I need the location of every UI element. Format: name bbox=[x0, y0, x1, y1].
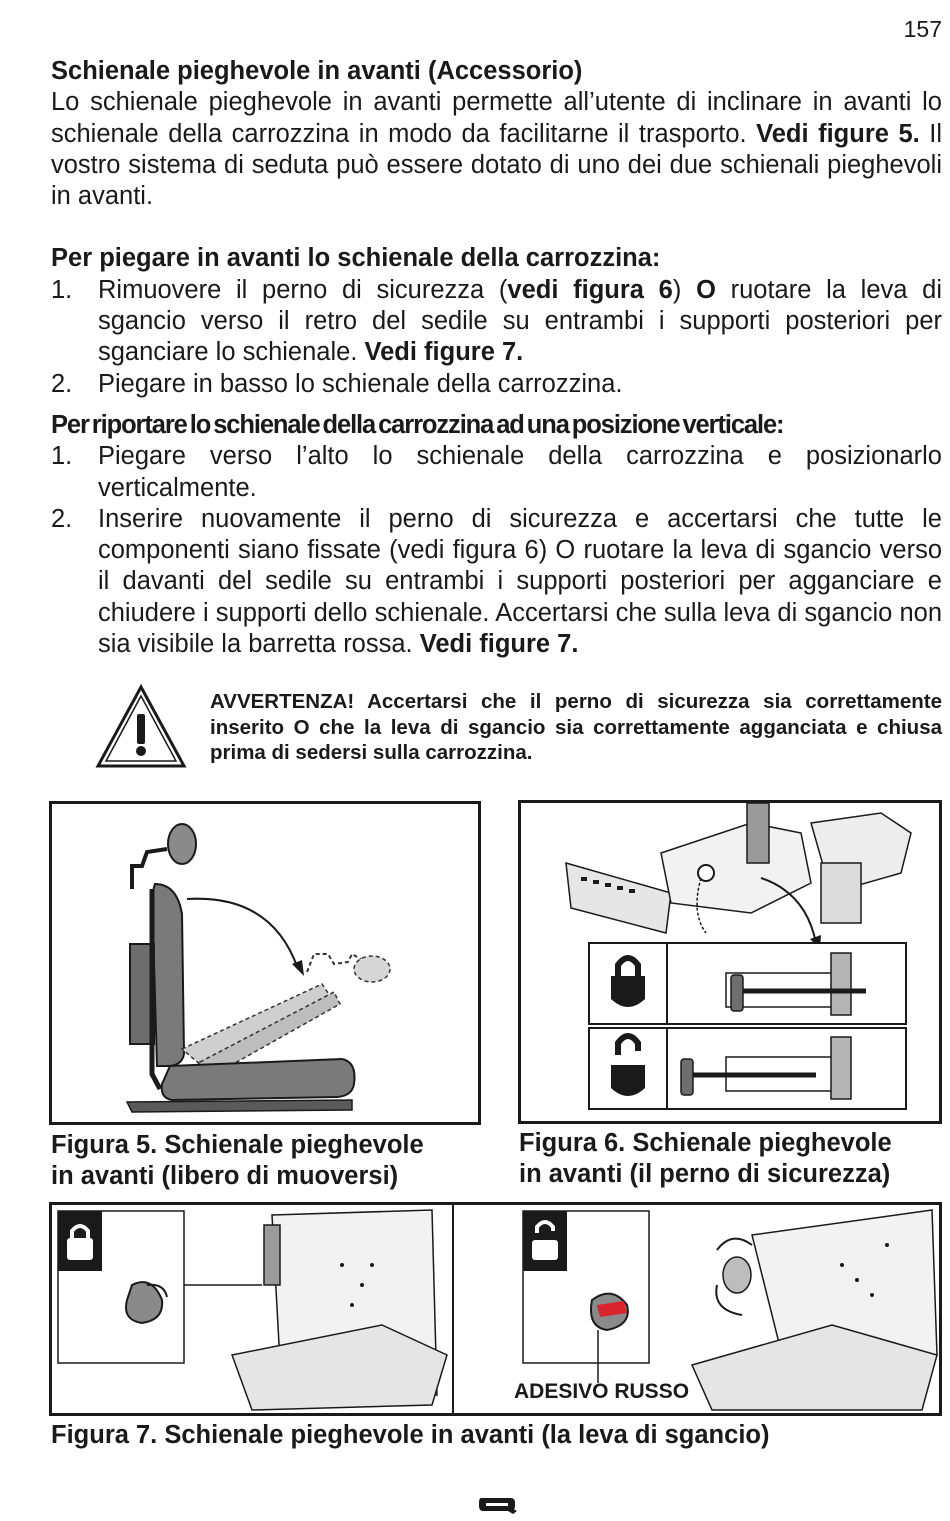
list-item bbox=[51, 504, 942, 660]
fold-heading: Per piegare in avanti lo schienale della carrozzina: bbox=[51, 244, 661, 273]
step-text: Rimuovere il perno di sicurezza (vedi figura 6) O ruotare la leva di sgancio verso il retro del sedile su entrambi i supporti posteriori per sganciare lo schienale. Vedi figure 7. bbox=[98, 275, 942, 367]
figure-5-caption: Figura 5. Schienale pieghevole in avanti (libero di muoversi) bbox=[51, 1131, 424, 1190]
red-sticker-label: ADESIVO RUSSO bbox=[514, 1380, 690, 1403]
step-text: Piegare in basso lo schienale della carrozzina. bbox=[98, 369, 623, 398]
unfold-steps bbox=[51, 441, 942, 660]
warning-triangle-icon bbox=[95, 684, 187, 770]
step-number: 2. bbox=[51, 369, 73, 398]
fold-steps bbox=[51, 275, 942, 400]
list-item bbox=[51, 441, 942, 504]
figure-6-illustration bbox=[518, 800, 942, 1124]
intro-text: Lo schienale pieghevole in avanti permette all’utente di inclinare in avanti lo schienale della carrozzina in modo da facilitarne il trasporto. bbox=[51, 88, 942, 148]
section-title: Schienale pieghevole in avanti (Accessorio) bbox=[51, 57, 583, 85]
intro-text-2: Il vostro sistema di seduta può essere dotato di uno dei due schienali pieghevoli in avanti. bbox=[51, 119, 942, 211]
step-number: 1. bbox=[51, 442, 73, 471]
intro-figure-ref: Vedi figure 5. bbox=[756, 119, 920, 148]
step-text: Inserire nuovamente il perno di sicurezza e accertarsi che tutte le componenti siano fissate (vedi figura 6) O ruotare la leva di sgancio verso il davanti del sedile su entrambi i supporti posteriori per agganciare e chiudere i supporti dello schienale. Accertarsi che sulla leva di sgancio non sia visibile la barretta rossa. Vedi figure 7. bbox=[98, 504, 942, 659]
release-lever-illustration bbox=[52, 1205, 939, 1413]
figure-7-caption: Figura 7. Schienale pieghevole in avanti (la leva di sgancio) bbox=[51, 1421, 770, 1449]
warning-box bbox=[95, 684, 942, 774]
step-number: 2. bbox=[51, 504, 73, 533]
step-number: 1. bbox=[51, 275, 73, 304]
intro-paragraph bbox=[51, 87, 942, 212]
figure-7-illustration bbox=[49, 1202, 942, 1416]
step-text: Piegare verso l’alto lo schienale della carrozzina e posizionarlo verticalmente. bbox=[98, 442, 942, 502]
list-item bbox=[51, 369, 942, 400]
list-item bbox=[51, 275, 942, 369]
figure-6-caption: Figura 6. Schienale pieghevole in avanti (il perno di sicurezza) bbox=[519, 1129, 892, 1188]
quickie-logo-icon bbox=[477, 1494, 517, 1514]
warning-text: AVVERTENZA! Accertarsi che il perno di sicurezza sia correttamente inserito O che la leva di sgancio sia correttamente agganciata e chiusa prima di sedersi sulla carrozzina. bbox=[210, 690, 942, 764]
safety-pin-illustration bbox=[521, 803, 939, 1121]
wheelchair-seat-fold-illustration bbox=[52, 804, 478, 1122]
page-number: 157 bbox=[903, 16, 942, 42]
main-content bbox=[51, 56, 942, 660]
figure-5-illustration bbox=[49, 801, 481, 1125]
unfold-heading: Per riportare lo schienale della carrozzina ad una posizione verticale: bbox=[51, 410, 784, 439]
